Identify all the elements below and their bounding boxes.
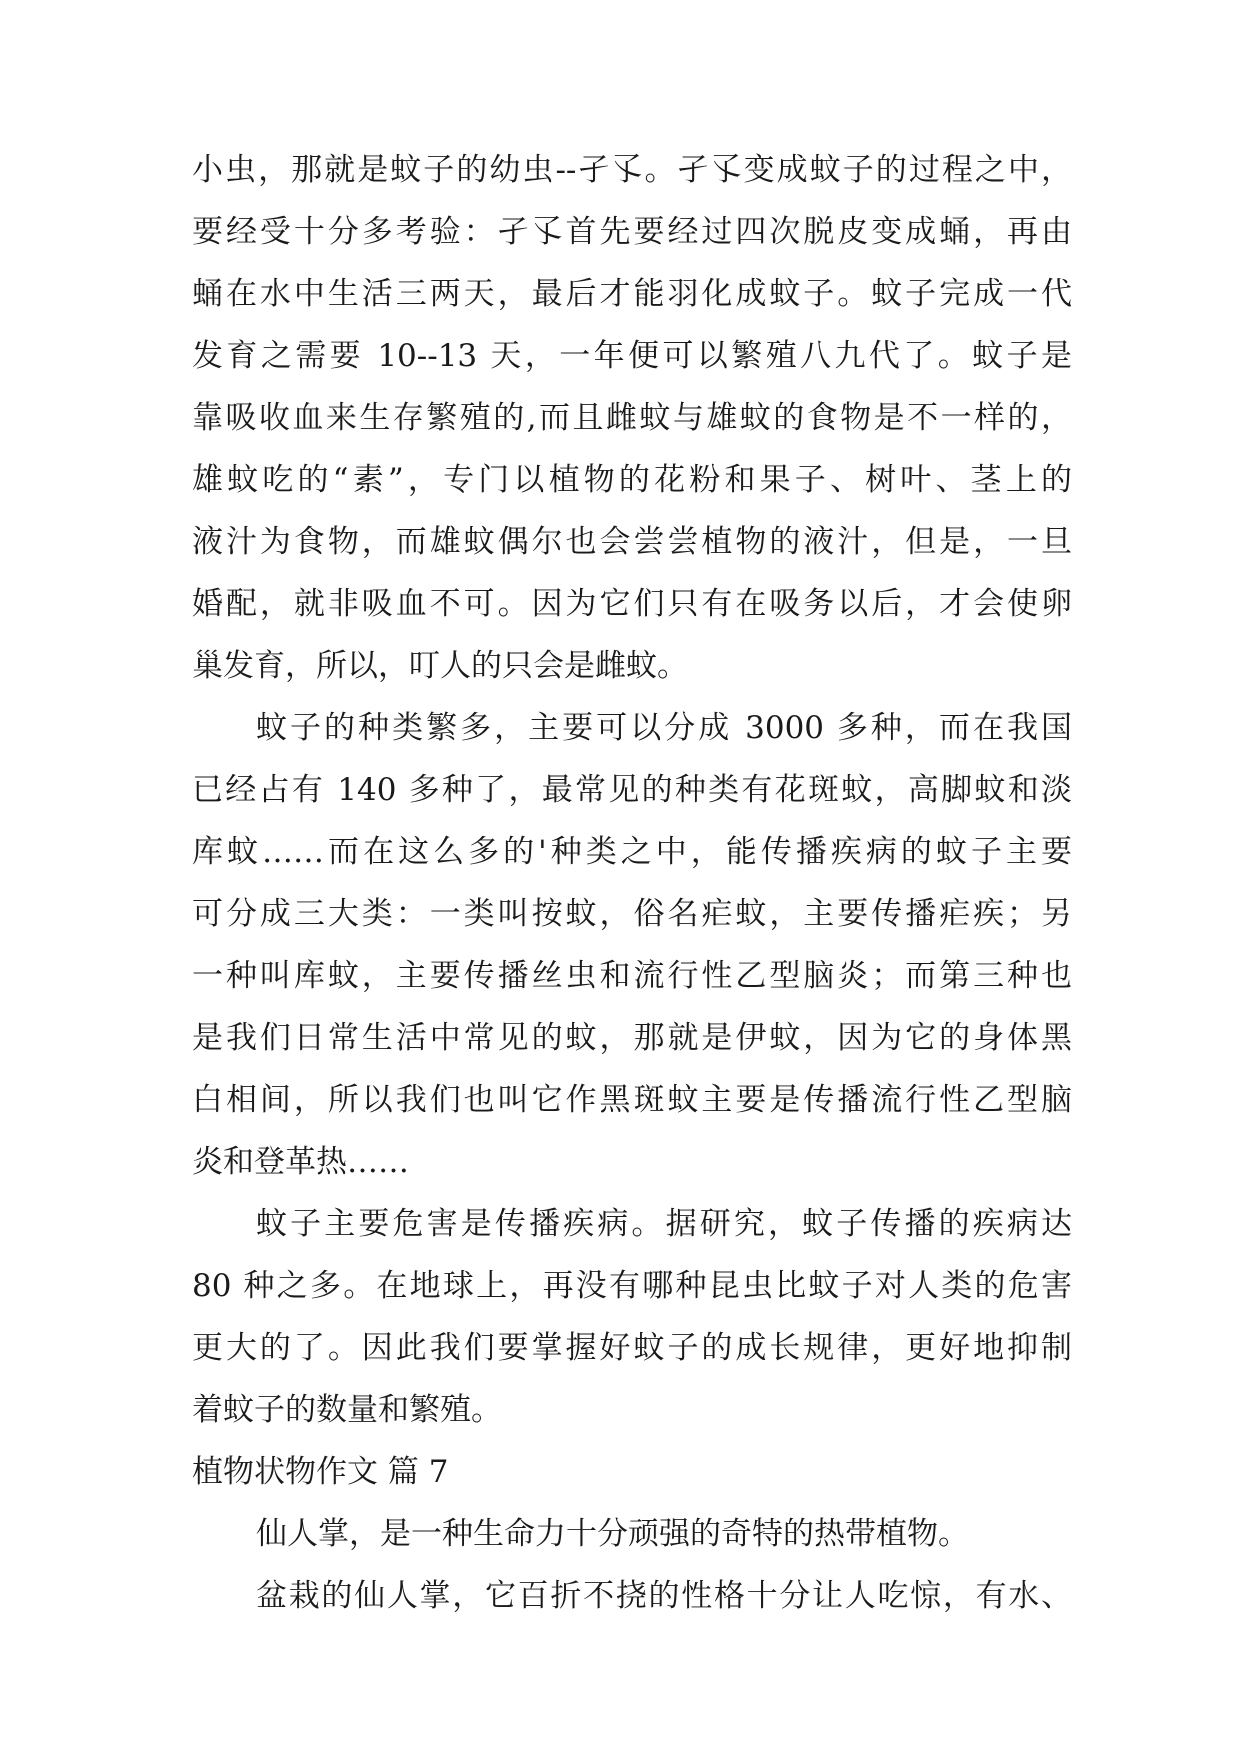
section-heading: 植物状物作文 篇 7 (192, 1454, 449, 1490)
paragraph-line: 已经占有 140 多种了，最常见的种类有花斑蚊，高脚蚊和淡 (192, 772, 1072, 808)
paragraph-line: 库蚊……而在这么多的'种类之中，能传播疾病的蚊子主要 (192, 834, 1072, 870)
paragraph-line: 蛹在水中生活三两天，最后才能羽化成蚊子。蚊子完成一代 (192, 276, 1072, 312)
paragraph-line: 更大的了。因此我们要掌握好蚊子的成长规律，更好地抑制 (192, 1330, 1072, 1366)
paragraph-line: 盆栽的仙人掌，它百折不挠的性格十分让人吃惊，有水、 (256, 1578, 1072, 1614)
paragraph-line: 靠吸收血来生存繁殖的,而且雌蚊与雄蚊的食物是不一样的， (192, 400, 1072, 436)
paragraph-line: 雄蚊吃的“素”，专门以植物的花粉和果子、树叶、茎上的 (192, 462, 1072, 498)
paragraph-line: 婚配，就非吸血不可。因为它们只有在吸务以后，才会使卵 (192, 586, 1072, 622)
paragraph-line: 一种叫库蚊，主要传播丝虫和流行性乙型脑炎；而第三种也 (192, 958, 1072, 994)
paragraph-line: 80 种之多。在地球上，再没有哪种昆虫比蚊子对人类的危害 (192, 1268, 1072, 1304)
paragraph-line: 巢发育，所以，叮人的只会是雌蚊。 (192, 648, 688, 684)
paragraph-line: 蚊子的种类繁多，主要可以分成 3000 多种，而在我国 (256, 710, 1072, 746)
paragraph-line: 仙人掌，是一种生命力十分顽强的奇特的热带植物。 (256, 1516, 969, 1552)
paragraph-line: 着蚊子的数量和繁殖。 (192, 1392, 502, 1428)
paragraph-line: 炎和登革热…… (192, 1144, 409, 1180)
paragraph-line: 是我们日常生活中常见的蚊，那就是伊蚊，因为它的身体黑 (192, 1020, 1072, 1056)
paragraph-line: 小虫，那就是蚊子的幼虫--孑孓。孑孓变成蚊子的过程之中， (192, 152, 1072, 188)
paragraph-line: 要经受十分多考验：孑孓首先要经过四次脱皮变成蛹，再由 (192, 214, 1072, 250)
paragraph-line: 可分成三大类：一类叫按蚊，俗名疟蚊，主要传播疟疾；另 (192, 896, 1072, 932)
paragraph-line: 发育之需要 10--13 天，一年便可以繁殖八九代了。蚊子是 (192, 338, 1072, 374)
paragraph-line: 蚊子主要危害是传播疾病。据研究，蚊子传播的疾病达 (256, 1206, 1072, 1242)
paragraph-line: 液汁为食物，而雄蚊偶尔也会尝尝植物的液汁，但是，一旦 (192, 524, 1072, 560)
paragraph-line: 白相间，所以我们也叫它作黑斑蚊主要是传播流行性乙型脑 (192, 1082, 1072, 1118)
